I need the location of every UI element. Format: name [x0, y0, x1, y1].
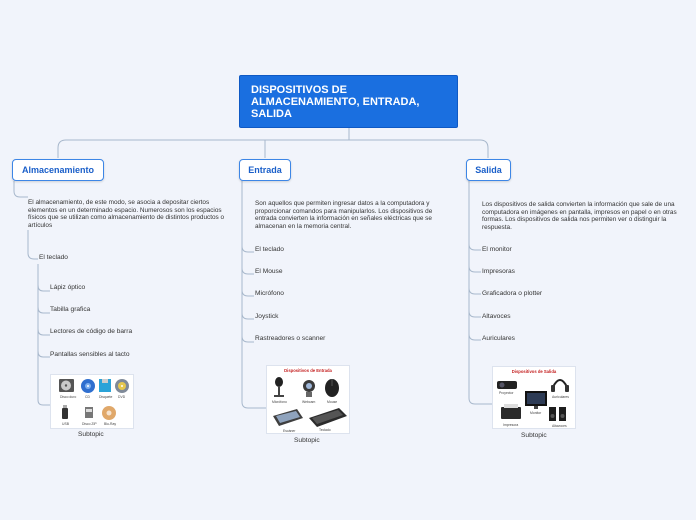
caption-microfono: Micrófono	[272, 400, 287, 404]
connector-almacenamiento-desc	[14, 181, 28, 197]
almacenamiento-subtopic[interactable]: Subtopic	[78, 431, 104, 438]
caption-usb: USB	[62, 422, 69, 426]
entrada-item-microfono[interactable]: Micrófono	[255, 290, 284, 297]
connector-item-scanner	[242, 336, 254, 342]
cd-icon	[81, 379, 95, 393]
headphones-icon	[551, 380, 569, 392]
zip-disk-icon	[85, 407, 93, 418]
branch-salida[interactable]	[466, 159, 511, 181]
entrada-item-scanner[interactable]: Rastreadores o scanner	[255, 335, 326, 342]
salida-item-monitor[interactable]: El monitor	[482, 246, 512, 253]
caption-escaner: Escáner	[283, 429, 296, 433]
caption-auriculares: Auriculares	[552, 395, 569, 399]
connector-root-branches	[58, 140, 488, 158]
caption-impresora: Impresora	[503, 423, 519, 427]
branch-almacenamiento[interactable]	[12, 159, 104, 181]
connector-item-mouse	[242, 268, 254, 274]
salida-description[interactable]: Los dispositivos de salida convierten la información que sale de una computadora en imágenes en pantalla, impresos en papel o en otras formas. Los dispositivos de salida nos permiten ver o distinguir la respuesta.	[482, 201, 677, 231]
caption-monitor: Monitor	[530, 411, 542, 415]
hard-disk-icon	[59, 379, 74, 392]
connector-item-microfono	[242, 290, 254, 296]
entrada-item-joystick[interactable]: Joystick	[255, 313, 279, 320]
connector-item-impresoras	[469, 266, 481, 272]
caption-zip: Disco ZIP	[82, 422, 97, 426]
blu-ray-icon	[102, 406, 116, 420]
entrada-item-mouse[interactable]: El Mouse	[255, 268, 283, 275]
almacenamiento-item-tabilla[interactable]: Tabilla grafica	[50, 306, 91, 313]
entrada-image[interactable]	[266, 365, 350, 434]
salida-image-title: Dispositivos de Salida	[511, 369, 557, 374]
entrada-image-title: Dispositivos de Entrada	[284, 368, 332, 373]
salida-item-plotter[interactable]: Graficadora o plotter	[482, 290, 543, 297]
keyboard-icon	[309, 408, 347, 427]
speakers-icon	[549, 407, 566, 421]
connector-item-lectores	[38, 329, 50, 335]
connector-item-altavoces	[469, 311, 481, 317]
connector-item-tabilla	[38, 307, 50, 313]
printer-icon	[501, 404, 521, 419]
connector-item-plotter	[469, 288, 481, 294]
root-topic[interactable]	[239, 75, 458, 128]
branch-entrada[interactable]	[239, 159, 291, 181]
connector-item-joystick	[242, 313, 254, 319]
usb-icon	[62, 405, 68, 419]
salida-subtopic[interactable]: Subtopic	[521, 432, 547, 439]
connector-item-monitor	[469, 244, 481, 250]
caption-teclado: Teclado	[319, 428, 331, 432]
salida-item-impresoras[interactable]: Impresoras	[482, 268, 515, 275]
salida-image[interactable]	[492, 366, 576, 429]
mouse-icon	[325, 379, 339, 397]
projector-icon	[497, 381, 517, 389]
branch-salida-label: Salida	[475, 165, 502, 175]
caption-proyector: Proyector	[499, 391, 514, 395]
caption-mouse: Mouse	[327, 400, 338, 404]
almacenamiento-item-lapiz[interactable]: Lápiz óptico	[50, 284, 86, 291]
almacenamiento-item-lectores[interactable]: Lectores de código de barra	[50, 328, 133, 335]
branch-almacenamiento-label: Almacenamiento	[21, 165, 95, 175]
microphone-icon	[274, 377, 284, 397]
floppy-icon	[99, 379, 111, 392]
webcam-icon	[303, 380, 315, 397]
caption-disquete: Disquete	[99, 395, 113, 399]
storage-devices-illustration	[51, 375, 134, 429]
almacenamiento-sub-teclado[interactable]: El teclado	[39, 254, 68, 261]
connector-item-auriculares	[469, 334, 481, 340]
monitor-icon	[525, 391, 547, 409]
entrada-subtopic[interactable]: Subtopic	[294, 437, 320, 444]
almacenamiento-item-pantallas[interactable]: Pantallas sensibles al tacto	[50, 351, 130, 358]
connector-item-pantallas	[38, 351, 50, 357]
entrada-description[interactable]: Son aquellos que permiten ingresar datos a la computadora y proporcionar comandos para manipularlos. Los dispositivos de entrada convierten la información en señales eléctricas que se almacenan en la memoria central.	[255, 200, 433, 230]
salida-item-altavoces[interactable]: Altavoces	[482, 313, 511, 320]
connector-almacenamiento-sub	[28, 230, 38, 259]
caption-disco-duro: Disco duro	[60, 395, 77, 399]
almacenamiento-description[interactable]: El almacenamiento, de este modo, se asocia a depositar ciertos elementos en un determinado espacio. Numerosos son los espacios físicos que se utilizan como almacenamiento de distintos productos o artículos	[28, 199, 225, 229]
caption-dvd: DVD	[118, 395, 126, 399]
connector-item-teclado	[242, 246, 254, 252]
scanner-icon	[273, 409, 303, 426]
caption-altavoces: Altavoces	[552, 424, 567, 428]
caption-cd: CD	[85, 395, 90, 399]
caption-blu-ray: Blu-Ray	[104, 422, 117, 426]
entrada-item-teclado[interactable]: El teclado	[255, 246, 284, 253]
connector-item-lapiz	[38, 285, 50, 291]
almacenamiento-image[interactable]	[50, 374, 134, 429]
caption-webcam: Webcam	[302, 400, 316, 404]
branch-entrada-label: Entrada	[248, 165, 282, 175]
salida-item-auriculares[interactable]: Auriculares	[482, 335, 515, 342]
dvd-icon	[115, 379, 129, 393]
root-title: DISPOSITIVOS DE ALMACENAMIENTO, ENTRADA, SALIDA	[251, 84, 420, 120]
